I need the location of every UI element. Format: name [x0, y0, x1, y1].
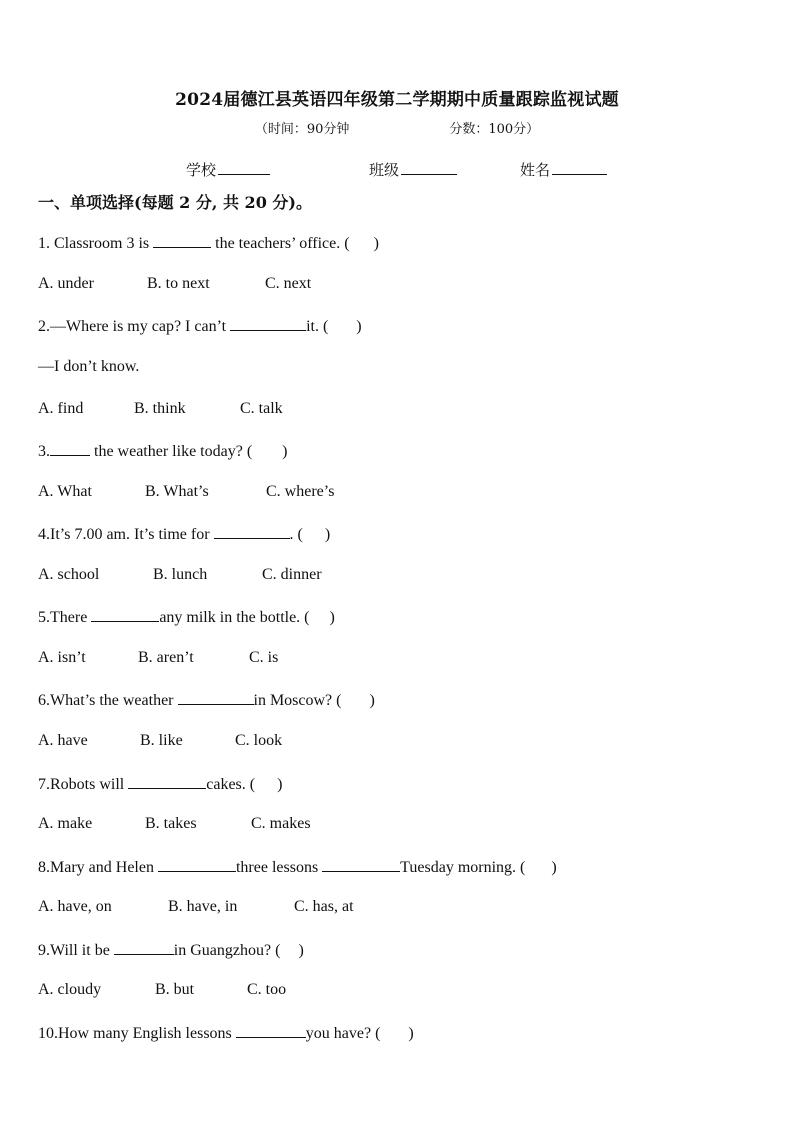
question-paren: ) — [369, 692, 375, 709]
question-5-options — [38, 649, 278, 667]
question-text: in Guangzhou? ( — [173, 942, 281, 959]
answer-blank — [230, 316, 306, 331]
question-text: . ( — [289, 526, 303, 543]
question-9-options — [38, 981, 286, 999]
school-field — [186, 159, 270, 180]
question-9 — [38, 940, 304, 960]
question-1 — [38, 233, 379, 253]
answer-blank — [214, 524, 290, 539]
option-c: C. next — [265, 275, 312, 292]
name-label: 姓名 — [520, 161, 551, 179]
question-2-reply: —I don’t know. — [38, 358, 140, 375]
option-c: C. dinner — [262, 566, 322, 583]
class-field — [369, 159, 457, 180]
option-b: B. think — [134, 400, 186, 417]
option-a: A. make — [38, 815, 93, 832]
exam-title: 2024届德江县英语四年级第二学期期中质量跟踪监视试题 — [175, 90, 619, 110]
question-paren: ) — [551, 859, 557, 876]
question-text: 2.—Where is my cap? I can’t — [38, 318, 231, 335]
question-text: 4.It’s 7.00 am. It’s time for — [38, 526, 214, 543]
exam-time: （时间：90分钟 — [254, 122, 350, 137]
option-c: C. look — [235, 732, 283, 749]
option-c: C. makes — [251, 815, 311, 832]
question-text: the weather like today? ( — [90, 443, 253, 460]
answer-blank — [50, 441, 90, 456]
question-text: 10.How many English lessons — [38, 1025, 236, 1042]
question-7 — [38, 774, 282, 794]
option-c: C. talk — [240, 400, 283, 417]
option-b: B. to next — [147, 275, 210, 292]
name-blank — [552, 173, 607, 175]
question-text: 8.Mary and Helen — [38, 859, 158, 876]
question-3 — [38, 441, 287, 461]
question-3-options — [38, 483, 334, 501]
answer-blank — [236, 1023, 306, 1038]
answer-blank — [322, 857, 400, 872]
school-blank — [218, 173, 270, 175]
option-b: B. like — [140, 732, 183, 749]
question-paren: ) — [298, 942, 304, 959]
question-4 — [38, 524, 330, 544]
option-c: C. has, at — [294, 898, 354, 915]
answer-blank — [158, 857, 236, 872]
question-8-options — [38, 898, 354, 916]
question-1-options — [38, 275, 311, 293]
option-a: A. have — [38, 732, 88, 749]
question-text: cakes. ( — [206, 776, 256, 793]
question-2-options — [38, 400, 283, 418]
question-text: 3. — [38, 443, 50, 460]
question-paren: ) — [408, 1025, 414, 1042]
question-paren: ) — [282, 443, 288, 460]
question-text: Tuesday morning. ( — [400, 859, 526, 876]
question-paren: ) — [329, 609, 335, 626]
answer-blank — [178, 690, 254, 705]
option-c: C. where’s — [266, 483, 335, 500]
option-a: A. school — [38, 566, 100, 583]
answer-blank — [91, 607, 159, 622]
question-text: you have? ( — [305, 1025, 381, 1042]
question-8 — [38, 857, 557, 877]
option-b: B. aren’t — [138, 649, 194, 666]
option-a: A. cloudy — [38, 981, 102, 998]
question-paren: ) — [356, 318, 362, 335]
option-a: A. have, on — [38, 898, 112, 915]
option-b: B. lunch — [153, 566, 208, 583]
option-a: A. isn’t — [38, 649, 86, 666]
option-b: B. What’s — [145, 483, 209, 500]
question-7-options — [38, 815, 311, 833]
answer-blank — [153, 233, 211, 248]
option-a: A. under — [38, 275, 94, 292]
question-paren: ) — [373, 235, 379, 252]
question-text: 1. Classroom 3 is — [38, 235, 154, 252]
section-title: 一、单项选择(每题 2 分, 共 20 分)。 — [38, 193, 312, 212]
exam-score: 分数：100分） — [449, 122, 540, 137]
question-text: 9.Will it be — [38, 942, 114, 959]
question-4-options — [38, 566, 322, 584]
question-text: 7.Robots will — [38, 776, 129, 793]
school-label: 学校 — [186, 161, 217, 179]
question-text: it. ( — [306, 318, 329, 335]
exam-subtitle — [0, 118, 794, 137]
question-text: the teachers’ office. ( — [211, 235, 350, 252]
option-b: B. have, in — [168, 898, 238, 915]
option-b: B. but — [155, 981, 195, 998]
option-a: A. find — [38, 400, 84, 417]
question-paren: ) — [324, 526, 331, 543]
option-c: C. too — [247, 981, 287, 998]
question-2 — [38, 316, 362, 336]
answer-blank — [114, 940, 174, 955]
question-paren: ) — [277, 776, 283, 793]
question-10 — [38, 1023, 414, 1043]
class-label: 班级 — [369, 161, 400, 179]
question-text: 6.What’s the weather — [38, 692, 178, 709]
question-text: 5.There — [38, 609, 92, 626]
question-text: in Moscow? ( — [253, 692, 342, 709]
answer-blank — [128, 774, 206, 789]
option-b: B. takes — [145, 815, 197, 832]
question-text: three lessons — [235, 859, 323, 876]
name-field — [520, 159, 607, 180]
question-6 — [38, 690, 375, 710]
class-blank — [401, 173, 457, 175]
option-c: C. is — [249, 649, 279, 666]
question-5 — [38, 607, 335, 627]
question-6-options — [38, 732, 282, 750]
option-a: A. What — [38, 483, 92, 500]
question-text: any milk in the bottle. ( — [159, 609, 310, 626]
